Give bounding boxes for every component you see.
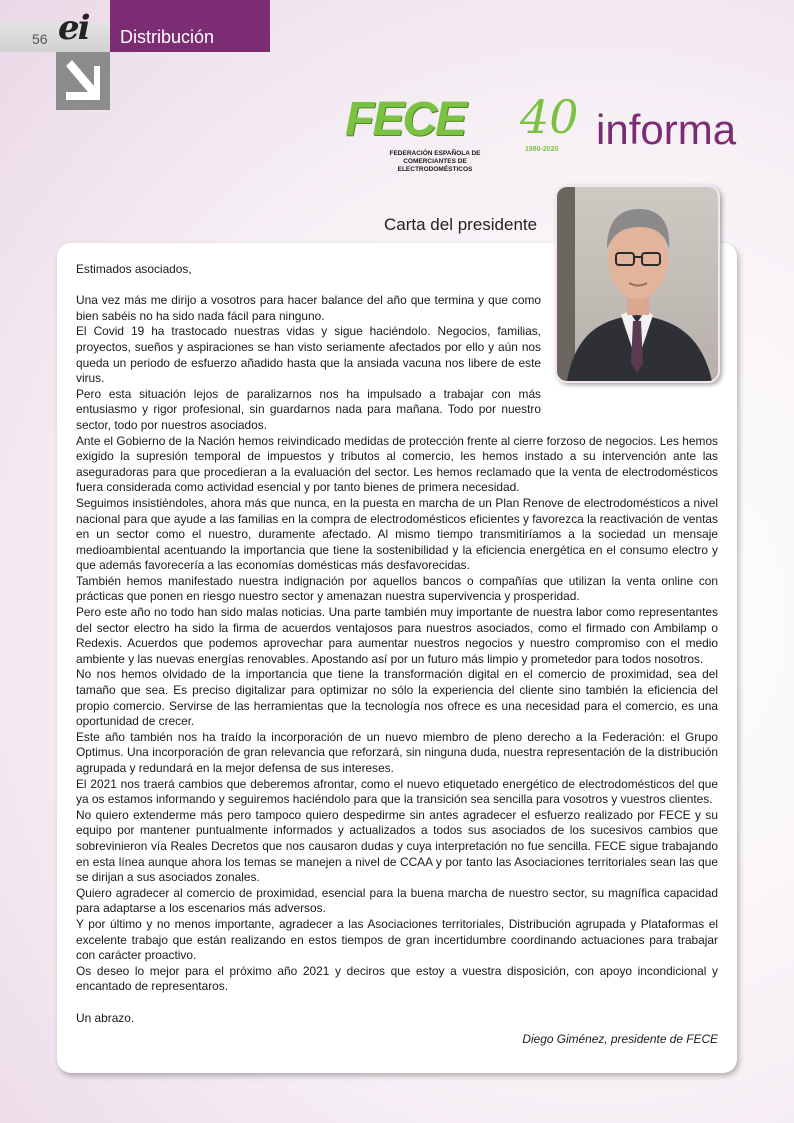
magazine-logo: ei [58, 8, 89, 48]
header-band [0, 22, 110, 52]
paragraph: Quiero agradecer al comercio de proximidad, esencial para la buena marcha de nuestro sector, su magnífica capacidad para adaptarse a los escenarios más adversos. [76, 885, 718, 916]
article-title: Carta del presidente [384, 215, 538, 234]
paragraph: Y por último y no menos importante, agradecer a las Asociaciones territoriales, Distribución agrupada y Plataformas el excelente trabajo que están realizando en estos tiempos de gran incertidumbre coordinando actuaciones para trabajar con carácter proactivo. [76, 916, 718, 963]
paragraph: Una vez más me dirijo a vosotros para hacer balance del año que termina y que como bien sabéis no ha sido nada fácil para ninguno. [76, 293, 541, 323]
paragraph: Pero este año no todo han sido malas noticias. Una parte también muy importante de nuestra labor como representantes del sector electro ha sido la firma de acuerdos ventajosos para nuestros asociados, como el firmado con Ambilamp o Redexis. Acuerdos que podemos aprovechar para aumentar nuestros negocios y nuestro compromiso con el medio ambiente y las nuevas energías renovables. Apostando así por un futuro más limpio y prometedor para todos nosotros. [76, 605, 718, 666]
signature: Diego Giménez, presidente de FECE [522, 1032, 718, 1046]
fece-logo-text: FECE [345, 93, 466, 146]
informa-heading: informa [596, 106, 737, 153]
page-number: 56 [32, 31, 48, 47]
fece-logo [345, 92, 585, 172]
greeting: Estimados asociados, [76, 262, 192, 276]
closing: Un abrazo. [76, 1010, 135, 1025]
paragraph: Este año también nos ha traído la incorporación de un nuevo miembro de pleno derecho a la Federación: el Grupo Optimus. Una incorporación de gran relevancia que reforzará, sin ninguna duda, nuestra representación de la distribución agrupada y redundará en la mejor defensa de sus intereses. [76, 729, 718, 775]
section-label: Distribución [120, 27, 215, 47]
fece-years: 1980-2020 [525, 146, 559, 153]
paragraph: El 2021 nos traerá cambios que deberemos afrontar, como el nuevo etiquetado energético de electrodomésticos del que ya os estamos informando y seguiremos haciéndolo para que la transición sea sencilla para vosotros y vuestros clientes. [76, 776, 718, 807]
paragraph: Os deseo lo mejor para el próximo año 2021 y deciros que estoy a vuestra disposición, con apoyo incondicional y encantado de representaros. [76, 963, 718, 994]
paragraph: También hemos manifestado nuestra indignación por aquellos bancos o compañías que utilizan la venta online con prácticas que ponen en riesgo nuestro sector y amenazan nuestra supervivencia y prosperidad. [76, 573, 718, 604]
paragraph: El Covid 19 ha trastocado nuestras vidas y sigue haciéndolo. Negocios, familias, proyectos, sueños y aspiraciones se han visto seriamente afectados por ello y aún nos queda un periodo de esfuerzo añadido hasta que la ansiada vacuna nos libere de este virus. [76, 324, 541, 386]
paragraph: No nos hemos olvidado de la importancia que tiene la transformación digital en el comercio de proximidad, sea del tamaño que sea. Es preciso digitalizar para optimizar no sólo la experiencia del cliente sino también la eficiencia del propio comercio. Servirse de las herramientas que la tecnología nos ofrece es una necesidad para el comercio, es una oportunidad de crecer. [76, 667, 718, 729]
paragraph: Ante el Gobierno de la Nación hemos reivindicado medidas de protección frente al cierre forzoso de negocios. Les hemos exigido la supresión temporal de impuestos y tributos al comercio, les hemos instado a su intervención ante las aseguradoras para que procedieran a la evaluación del sector. Les hemos reclamado que la venta de electrodomésticos fuera considerada como actividad esencial y por tanto bienes de primera necesidad. [76, 433, 718, 495]
fece-subtitle: FEDERACIÓN ESPAÑOLA DE COMERCIANTES DE ELECTRODOMÉSTICOS [389, 150, 481, 173]
paragraph: Seguimos insistiéndoles, ahora más que nunca, en la puesta en marcha de un Plan Renove de electrodomésticos a nivel nacional para que ayude a las familias en la compra de electrodomésticos eficientes y favorezca la reactivación de ventas en un sector como el nuestro, duramente afectado. Al mismo tiempo transmitiríamos a la sociedad un mensaje medioambiental acentuando la importancia que tiene la sostenibilidad y la eficiencia energética en el consumo electro y que además favorecería a las economías domésticas más desfavorecidas. [76, 495, 718, 573]
paragraph: No quiero extenderme más pero tampoco quiero despedirme sin antes agradecer el esfuerzo realizado por FECE y su equipo por mantener puntualmente informados y actualizados a todos sus asociados de los sucesivos cambios que sobrevinieron vía Reales Decretos que nos causaron dudas y cuya interpretación no fue sencilla. FECE sigue trabajando en esta línea aunque ahora los temas se manejen a nivel de CCAA y por tanto las Asociaciones territoriales sean las que se dirijan a sus asociados zonales. [76, 807, 718, 885]
letter-body [76, 262, 718, 1026]
arrow-icon [56, 52, 110, 110]
fece-anniversary: 40 [520, 90, 579, 144]
paragraph: Pero esta situación lejos de paralizarnos nos ha impulsado a trabajar con más entusiasmo y rigor profesional, sin guardarnos nada para mañana. Todo por nuestro sector, todo por nuestros asociados. [76, 386, 541, 432]
